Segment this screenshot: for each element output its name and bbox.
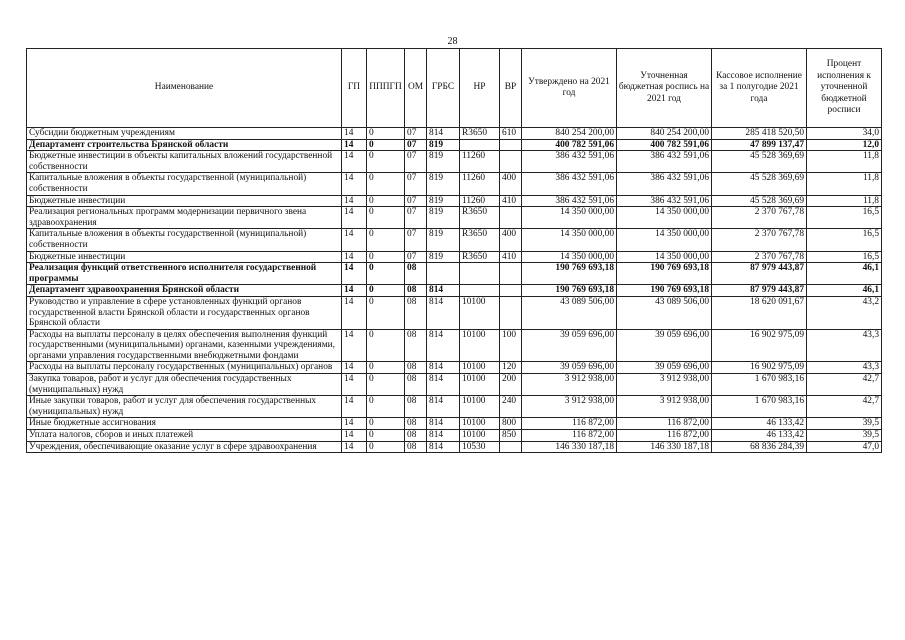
cell-name: Расходы на выплаты персоналу в целях обеспечения выполнения функций государственными (муниципальными) органами, казенными учреждениями, органами управления государственными внебюджетными фондами (27, 329, 342, 362)
cell-percent: 34,0 (807, 128, 882, 140)
cell-revised: 39 059 696,00 (617, 362, 712, 374)
cell-ppgp: 0 (367, 396, 405, 418)
cell-revised: 386 432 591,06 (617, 173, 712, 195)
cell-ppgp: 0 (367, 362, 405, 374)
column-header-vr: ВР (500, 49, 522, 128)
cell-percent: 46,1 (807, 263, 882, 285)
cell-name: Уплата налогов, сборов и иных платежей (27, 430, 342, 442)
column-header-om: ОМ (405, 49, 427, 128)
table-row (27, 374, 882, 396)
cell-ppgp: 0 (367, 285, 405, 297)
cell-percent: 39,5 (807, 430, 882, 442)
cell-gp: 14 (342, 296, 367, 329)
cell-vr: 100 (500, 329, 522, 362)
table-row (27, 173, 882, 195)
page-number: 28 (447, 36, 458, 47)
cell-ppgp: 0 (367, 296, 405, 329)
cell-nr: 10100 (460, 430, 500, 442)
cell-nr: R3650 (460, 251, 500, 263)
cell-gp: 14 (342, 263, 367, 285)
cell-grbs: 819 (427, 207, 460, 229)
cell-om: 07 (405, 195, 427, 207)
cell-ppgp: 0 (367, 173, 405, 195)
cell-om: 07 (405, 229, 427, 251)
cell-grbs: 814 (427, 430, 460, 442)
column-header-nr: НР (460, 49, 500, 128)
cell-approved: 190 769 693,18 (522, 285, 617, 297)
cell-name: Бюджетные инвестиции в объекты капитальных вложений государственной собственности (27, 151, 342, 173)
cell-vr (500, 151, 522, 173)
cell-om: 07 (405, 139, 427, 151)
cell-percent: 46,1 (807, 285, 882, 297)
cell-vr: 800 (500, 418, 522, 430)
cell-approved: 386 432 591,06 (522, 173, 617, 195)
cell-gp: 14 (342, 173, 367, 195)
cell-ppgp: 0 (367, 430, 405, 442)
cell-ppgp: 0 (367, 251, 405, 263)
cell-percent: 43,3 (807, 362, 882, 374)
cell-nr: 11260 (460, 173, 500, 195)
cell-name: Учреждения, обеспечивающие оказание услуг в сфере здравоохранения (27, 441, 342, 453)
cell-percent: 43,2 (807, 296, 882, 329)
cell-grbs: 819 (427, 151, 460, 173)
cell-vr: 120 (500, 362, 522, 374)
cell-grbs: 814 (427, 362, 460, 374)
cell-approved: 39 059 696,00 (522, 362, 617, 374)
cell-om: 08 (405, 296, 427, 329)
cell-name: Департамент строительства Брянской области (27, 139, 342, 151)
cell-name: Закупка товаров, работ и услуг для обеспечения государственных (муниципальных) нужд (27, 374, 342, 396)
cell-percent: 43,3 (807, 329, 882, 362)
cell-cash-execution: 18 620 091,67 (712, 296, 807, 329)
cell-percent: 16,5 (807, 207, 882, 229)
cell-vr: 850 (500, 430, 522, 442)
cell-grbs: 819 (427, 173, 460, 195)
column-header-revised: Уточненная бюджетная роспись на 2021 год (617, 49, 712, 128)
cell-om: 07 (405, 251, 427, 263)
cell-om: 07 (405, 151, 427, 173)
cell-approved: 386 432 591,06 (522, 195, 617, 207)
cell-percent: 11,8 (807, 173, 882, 195)
cell-name: Бюджетные инвестиции (27, 195, 342, 207)
cell-nr (460, 139, 500, 151)
cell-cash-execution: 2 370 767,78 (712, 207, 807, 229)
cell-nr: 10100 (460, 418, 500, 430)
cell-name: Субсидии бюджетным учреждениям (27, 128, 342, 140)
cell-nr (460, 263, 500, 285)
cell-revised: 190 769 693,18 (617, 263, 712, 285)
cell-revised: 14 350 000,00 (617, 229, 712, 251)
cell-vr: 610 (500, 128, 522, 140)
cell-approved: 43 089 506,00 (522, 296, 617, 329)
cell-nr: 10530 (460, 441, 500, 453)
column-header-approved: Утверждено на 2021 год (522, 49, 617, 128)
table-row (27, 430, 882, 442)
cell-approved: 14 350 000,00 (522, 207, 617, 229)
cell-approved: 3 912 938,00 (522, 396, 617, 418)
cell-revised: 3 912 938,00 (617, 374, 712, 396)
cell-nr: 10100 (460, 329, 500, 362)
cell-ppgp: 0 (367, 229, 405, 251)
cell-vr: 240 (500, 396, 522, 418)
cell-om: 08 (405, 329, 427, 362)
cell-percent: 12,0 (807, 139, 882, 151)
cell-percent: 42,7 (807, 374, 882, 396)
cell-name: Департамент здравоохранения Брянской области (27, 285, 342, 297)
cell-nr: 11260 (460, 195, 500, 207)
cell-vr (500, 285, 522, 297)
cell-nr: R3650 (460, 229, 500, 251)
cell-approved: 386 432 591,06 (522, 151, 617, 173)
cell-vr (500, 139, 522, 151)
cell-om: 08 (405, 362, 427, 374)
cell-revised: 146 330 187,18 (617, 441, 712, 453)
cell-cash-execution: 2 370 767,78 (712, 229, 807, 251)
cell-grbs: 814 (427, 374, 460, 396)
budget-execution-table (26, 48, 882, 453)
cell-vr (500, 207, 522, 229)
cell-nr: 11260 (460, 151, 500, 173)
cell-name: Капитальные вложения в объекты государственной (муниципальной) собственности (27, 229, 342, 251)
cell-nr: 10100 (460, 296, 500, 329)
cell-approved: 14 350 000,00 (522, 229, 617, 251)
cell-grbs: 814 (427, 296, 460, 329)
cell-cash-execution: 16 902 975,09 (712, 362, 807, 374)
cell-nr: 10100 (460, 396, 500, 418)
cell-cash-execution: 46 133,42 (712, 418, 807, 430)
cell-name: Реализация региональных программ модернизации первичного звена здравоохранения (27, 207, 342, 229)
cell-vr (500, 441, 522, 453)
cell-revised: 14 350 000,00 (617, 207, 712, 229)
cell-name: Руководство и управление в сфере установленных функций органов государственной власти Брянской области и государственных органов Брянской области (27, 296, 342, 329)
cell-om: 08 (405, 374, 427, 396)
cell-vr: 200 (500, 374, 522, 396)
table-row (27, 139, 882, 151)
cell-revised: 386 432 591,06 (617, 151, 712, 173)
cell-gp: 14 (342, 229, 367, 251)
cell-gp: 14 (342, 396, 367, 418)
cell-grbs (427, 263, 460, 285)
cell-cash-execution: 2 370 767,78 (712, 251, 807, 263)
cell-cash-execution: 1 670 983,16 (712, 374, 807, 396)
cell-revised: 3 912 938,00 (617, 396, 712, 418)
cell-gp: 14 (342, 151, 367, 173)
cell-cash-execution: 45 528 369,69 (712, 195, 807, 207)
cell-approved: 400 782 591,06 (522, 139, 617, 151)
cell-percent: 11,8 (807, 151, 882, 173)
cell-grbs: 814 (427, 418, 460, 430)
cell-vr: 400 (500, 229, 522, 251)
cell-gp: 14 (342, 195, 367, 207)
cell-approved: 116 872,00 (522, 430, 617, 442)
cell-ppgp: 0 (367, 441, 405, 453)
cell-approved: 840 254 200,00 (522, 128, 617, 140)
table-row (27, 128, 882, 140)
cell-cash-execution: 87 979 443,87 (712, 263, 807, 285)
cell-ppgp: 0 (367, 329, 405, 362)
cell-gp: 14 (342, 207, 367, 229)
cell-gp: 14 (342, 285, 367, 297)
cell-gp: 14 (342, 441, 367, 453)
cell-om: 08 (405, 430, 427, 442)
cell-cash-execution: 45 528 369,69 (712, 151, 807, 173)
cell-gp: 14 (342, 430, 367, 442)
column-header-gp: ГП (342, 49, 367, 128)
cell-gp: 14 (342, 128, 367, 140)
cell-om: 07 (405, 173, 427, 195)
cell-cash-execution: 1 670 983,16 (712, 396, 807, 418)
cell-vr: 410 (500, 195, 522, 207)
cell-name: Бюджетные инвестиции (27, 251, 342, 263)
cell-grbs: 819 (427, 229, 460, 251)
cell-om: 07 (405, 207, 427, 229)
cell-ppgp: 0 (367, 374, 405, 396)
cell-vr: 410 (500, 251, 522, 263)
cell-vr: 400 (500, 173, 522, 195)
table-row (27, 229, 882, 251)
table-header-row (27, 49, 882, 128)
cell-cash-execution: 45 528 369,69 (712, 173, 807, 195)
cell-ppgp: 0 (367, 263, 405, 285)
column-header-percent: Процент исполнения к уточненной бюджетной росписи (807, 49, 882, 128)
cell-revised: 43 089 506,00 (617, 296, 712, 329)
cell-name: Реализация функций ответственного исполнителя государственной программы (27, 263, 342, 285)
table-row (27, 285, 882, 297)
cell-grbs: 814 (427, 329, 460, 362)
cell-vr (500, 263, 522, 285)
cell-approved: 190 769 693,18 (522, 263, 617, 285)
cell-om: 08 (405, 285, 427, 297)
cell-revised: 400 782 591,06 (617, 139, 712, 151)
cell-cash-execution: 68 836 284,39 (712, 441, 807, 453)
cell-revised: 116 872,00 (617, 418, 712, 430)
cell-ppgp: 0 (367, 151, 405, 173)
cell-name: Расходы на выплаты персоналу государственных (муниципальных) органов (27, 362, 342, 374)
cell-grbs: 814 (427, 285, 460, 297)
cell-percent: 47,0 (807, 441, 882, 453)
cell-om: 08 (405, 441, 427, 453)
cell-gp: 14 (342, 362, 367, 374)
table-row (27, 362, 882, 374)
table-row (27, 151, 882, 173)
cell-ppgp: 0 (367, 418, 405, 430)
cell-revised: 116 872,00 (617, 430, 712, 442)
cell-approved: 39 059 696,00 (522, 329, 617, 362)
cell-om: 08 (405, 418, 427, 430)
cell-nr: 10100 (460, 362, 500, 374)
cell-revised: 14 350 000,00 (617, 251, 712, 263)
cell-ppgp: 0 (367, 207, 405, 229)
column-header-grbs: ГРБС (427, 49, 460, 128)
cell-revised: 190 769 693,18 (617, 285, 712, 297)
cell-nr (460, 285, 500, 297)
cell-gp: 14 (342, 418, 367, 430)
cell-percent: 16,5 (807, 229, 882, 251)
column-header-cash-execution: Кассовое исполнение за 1 полугодие 2021 года (712, 49, 807, 128)
cell-ppgp: 0 (367, 128, 405, 140)
cell-revised: 39 059 696,00 (617, 329, 712, 362)
cell-nr: R3650 (460, 207, 500, 229)
column-header-ppgp: ПППГП (367, 49, 405, 128)
table-body (27, 128, 882, 453)
table-row (27, 329, 882, 362)
cell-approved: 3 912 938,00 (522, 374, 617, 396)
cell-revised: 840 254 200,00 (617, 128, 712, 140)
cell-om: 08 (405, 263, 427, 285)
cell-name: Капитальные вложения в объекты государственной (муниципальной) собственности (27, 173, 342, 195)
cell-cash-execution: 47 899 137,47 (712, 139, 807, 151)
cell-gp: 14 (342, 329, 367, 362)
cell-nr: R3650 (460, 128, 500, 140)
cell-cash-execution: 46 133,42 (712, 430, 807, 442)
cell-nr: 10100 (460, 374, 500, 396)
cell-grbs: 819 (427, 251, 460, 263)
cell-cash-execution: 87 979 443,87 (712, 285, 807, 297)
cell-approved: 116 872,00 (522, 418, 617, 430)
cell-percent: 11,8 (807, 195, 882, 207)
cell-ppgp: 0 (367, 139, 405, 151)
cell-grbs: 814 (427, 441, 460, 453)
cell-om: 08 (405, 396, 427, 418)
cell-vr (500, 296, 522, 329)
cell-om: 07 (405, 128, 427, 140)
cell-grbs: 814 (427, 396, 460, 418)
cell-ppgp: 0 (367, 195, 405, 207)
cell-percent: 39,5 (807, 418, 882, 430)
cell-gp: 14 (342, 139, 367, 151)
cell-percent: 16,5 (807, 251, 882, 263)
table-row (27, 263, 882, 285)
table-row (27, 296, 882, 329)
table-row (27, 396, 882, 418)
table-row (27, 207, 882, 229)
table-row (27, 251, 882, 263)
cell-gp: 14 (342, 374, 367, 396)
table-row (27, 195, 882, 207)
cell-revised: 386 432 591,06 (617, 195, 712, 207)
cell-grbs: 819 (427, 139, 460, 151)
cell-gp: 14 (342, 251, 367, 263)
cell-name: Иные закупки товаров, работ и услуг для обеспечения государственных (муниципальных) нужд (27, 396, 342, 418)
cell-name: Иные бюджетные ассигнования (27, 418, 342, 430)
column-header-name: Наименование (27, 49, 342, 128)
cell-cash-execution: 16 902 975,09 (712, 329, 807, 362)
cell-approved: 146 330 187,18 (522, 441, 617, 453)
cell-grbs: 814 (427, 128, 460, 140)
cell-cash-execution: 285 418 520,50 (712, 128, 807, 140)
cell-grbs: 819 (427, 195, 460, 207)
cell-percent: 42,7 (807, 396, 882, 418)
cell-approved: 14 350 000,00 (522, 251, 617, 263)
table-row (27, 418, 882, 430)
table-row (27, 441, 882, 453)
